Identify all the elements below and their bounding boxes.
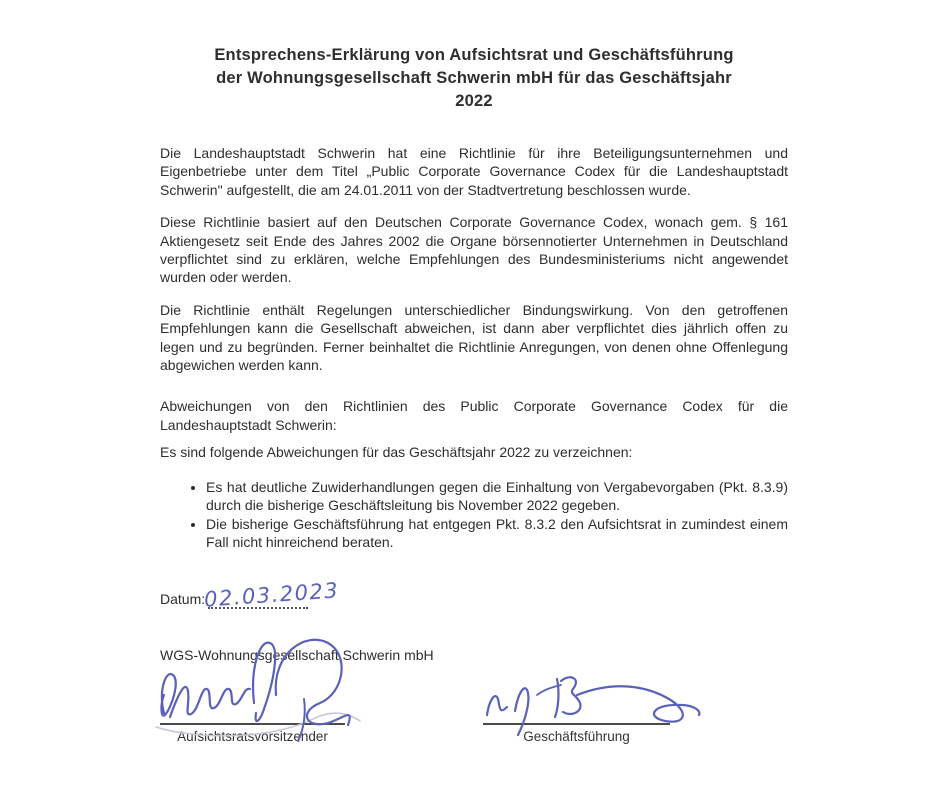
deviation-item-vergabevorgaben: • Es hat deutliche Zuwiderhandlungen gegen die Einhaltung von Vergabevorgaben (Pkt. 8.3.9) durch die bisherige Geschäftsleitung bis November 2022 gegeben. <box>206 478 788 515</box>
paragraph-abweichungen-heading: Abweichungen von den Richtlinien des Public Corporate Governance Codex für die Landeshauptstadt Schwerin: <box>160 398 788 433</box>
page-title-line-3: 2022 <box>455 92 493 110</box>
page-title-line-1: Entsprechens-Erklärung von Aufsichtsrat und Geschäftsführung <box>214 46 734 64</box>
document-content <box>160 0 788 769</box>
signature-line-aufsichtsrat <box>160 723 345 725</box>
page-title <box>160 44 788 113</box>
paragraph-bindungswirkung: Die Richtlinie enthält Regelungen unterschiedlicher Bindungswirkung. Von den getroffenen Empfehlungen kann die Gesellschaft abweichen, ist dann aber verpflichtet dies jährlich offen zu legen und zu begründen. Ferner beinhaltet die Richtlinie Anregungen, von denen ohne Offenlegung abgewichen werden kann. <box>160 301 788 374</box>
page-title-line-2: der Wohnungsgesellschaft Schwerin mbH für das Geschäftsjahr <box>216 69 732 87</box>
paragraph-dcgk-basis: Diese Richtlinie basiert auf den Deutschen Corporate Governance Codex, wonach gem. § 161 Aktiengesetz seit Ende des Jahres 2002 die Organe börsennotierter Unternehmen in Deutschland verpflichtet sind zu erklären, welche Empfehlungen des Bundesministeriums nicht angewendet wurden oder werden. <box>160 214 788 286</box>
signature-label-aufsichtsrat: Aufsichtsratsvorsitzender <box>177 729 328 745</box>
handwritten-date: 02.03.2023 <box>203 578 340 613</box>
signature-line-geschaeftsfuehrung <box>483 723 670 725</box>
handwritten-signature-aufsichtsrat <box>148 625 370 743</box>
deviation-item-aufsichtsrat: • Die bisherige Geschäftsführung hat entgegen Pkt. 8.3.2 den Aufsichtsrat in zumindest einem Fall nicht hinreichend beraten. <box>206 515 788 552</box>
date-row <box>160 578 788 617</box>
signature-area <box>160 677 788 769</box>
paragraph-richtlinie-intro: Die Landeshauptstadt Schwerin hat eine Richtlinie für ihre Beteiligungsunternehmen und Eigenbetriebe unter dem Titel „Public Corporate Governance Codex für die Landeshauptstadt Schwerin" aufgestellt, die am 24.01.2011 von der Stadtvertretung beschlossen wurde. <box>160 145 788 198</box>
deviation-list <box>160 478 788 552</box>
paragraph-abweichungen-lead: Es sind folgende Abweichungen für das Geschäftsjahr 2022 zu verzeichnen: <box>160 444 633 461</box>
date-label: Datum: <box>160 591 206 608</box>
company-name: WGS-Wohnungsgesellschaft Schwerin mbH <box>160 647 434 664</box>
signature-label-geschaeftsfuehrung: Geschäftsführung <box>523 729 630 745</box>
